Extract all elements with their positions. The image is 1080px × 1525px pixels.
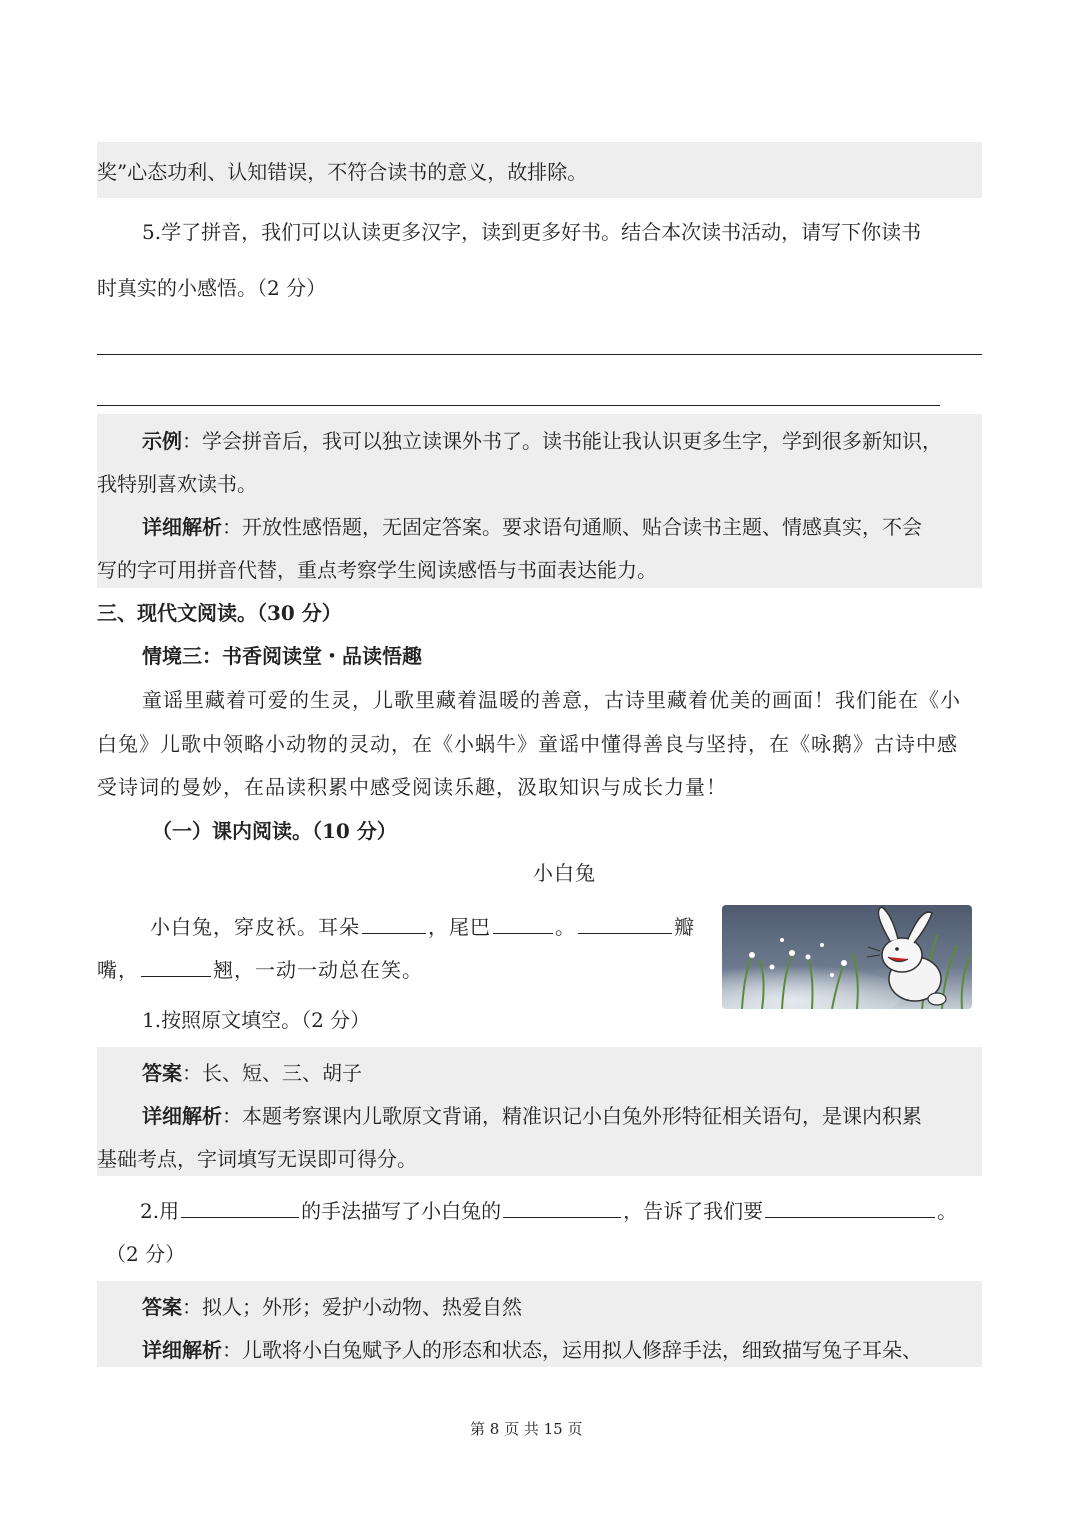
blank-tail xyxy=(493,932,553,934)
context-title: 情境三：书香阅读堂・品读悟趣 xyxy=(142,644,422,668)
blank-feature xyxy=(503,1216,621,1218)
q2-c: ，告诉了我们要 xyxy=(623,1199,764,1223)
q2-b: 的手法描写了小白兔的 xyxy=(301,1199,502,1223)
q2-analysis-text: ：儿歌将小白兔赋予人的形态和状态，运用拟人修辞手法，细致描写兔子耳朵、 xyxy=(222,1338,922,1362)
blank-ears xyxy=(362,932,426,934)
part1-title: （一）课内阅读。（10 分） xyxy=(152,819,397,843)
q2-score: （2 分） xyxy=(106,1242,186,1266)
context-line2: 白兔》儿歌中领略小动物的灵动，在《小蜗牛》童谣中懂得善良与坚持，在《咏鹅》古诗中感 xyxy=(97,732,958,756)
blank-technique xyxy=(181,1216,299,1218)
poem-l2-b: 翘，一动一动总在笑。 xyxy=(213,958,423,982)
q5-analysis xyxy=(142,511,922,540)
poem-title: 小白兔 xyxy=(533,861,596,885)
context-line1: 童谣里藏着可爱的生灵，儿歌里藏着温暖的善意，古诗里藏着优美的画面！我们能在《小 xyxy=(142,688,961,712)
q1-analysis-line2: 基础考点，字词填写无误即可得分。 xyxy=(97,1147,417,1171)
q1-answer-text: ：长、短、三、胡子 xyxy=(182,1061,362,1085)
poem-l1-c: 。 xyxy=(555,915,576,939)
example-label: 示例 xyxy=(142,429,182,453)
q1-answer xyxy=(142,1057,362,1086)
page-footer: 第 8 页 共 15 页 xyxy=(470,1420,583,1438)
q1-analysis-label: 详细解析 xyxy=(142,1104,222,1128)
q5-example xyxy=(142,425,942,454)
rabbit-illustration xyxy=(722,905,972,1009)
analysis-text: ：开放性感悟题，无固定答案。要求语句通顺、贴合读书主题、情感真实，不会 xyxy=(222,515,922,539)
example-text: ：学会拼音后，我可以独立读课外书了。读书能让我认识更多生字，学到很多新知识， xyxy=(182,429,942,453)
q1-analysis-text: ：本题考察课内儿歌原文背诵，精准识记小白兔外形特征相关语句，是课内积累 xyxy=(222,1104,922,1128)
q5-line2: 时真实的小感悟。（2 分） xyxy=(97,276,327,300)
q2-a: 2.用 xyxy=(140,1199,180,1223)
poem-l1-a: 小白兔，穿皮袄。耳朵 xyxy=(150,915,360,939)
q2-d: 。 xyxy=(937,1199,958,1223)
q5-analysis-line2: 写的字可用拼音代替，重点考察学生阅读感悟与书面表达能力。 xyxy=(97,558,657,582)
q1-analysis xyxy=(142,1100,922,1129)
blank-lips xyxy=(578,932,672,934)
section3-title: 三、现代文阅读。（30 分） xyxy=(97,601,342,625)
q5-example-line2: 我特别喜欢读书。 xyxy=(97,472,257,496)
answer-line-1 xyxy=(97,354,982,355)
q2-analysis xyxy=(142,1334,922,1363)
poem-l2-a: 嘴， xyxy=(97,958,139,982)
answer-line-2 xyxy=(97,405,940,406)
intro-tail: 奖”心态功利、认知错误，不符合读书的意义，故排除。 xyxy=(97,160,588,184)
poem-l1-b: ，尾巴 xyxy=(428,915,491,939)
poem-line1 xyxy=(150,911,695,940)
blank-lesson xyxy=(765,1216,935,1218)
q2-answer-label: 答案 xyxy=(142,1295,182,1319)
context-line3: 受诗词的曼妙，在品读积累中感受阅读乐趣，汲取知识与成长力量！ xyxy=(97,775,727,799)
q2-answer-text: ：拟人；外形；爱护小动物、热爱自然 xyxy=(182,1295,522,1319)
poem-line2 xyxy=(97,954,423,983)
poem-l1-d: 瓣 xyxy=(674,915,695,939)
q1-answer-label: 答案 xyxy=(142,1061,182,1085)
blank-whiskers xyxy=(141,975,211,977)
q2-analysis-label: 详细解析 xyxy=(142,1338,222,1362)
q2-answer xyxy=(142,1291,522,1320)
analysis-label: 详细解析 xyxy=(142,515,222,539)
q1-text: 1.按照原文填空。（2 分） xyxy=(142,1008,371,1032)
q5-line1: 5.学了拼音，我们可以认读更多汉字，读到更多好书。结合本次读书活动，请写下你读书 xyxy=(142,220,922,244)
q2-text xyxy=(140,1195,957,1224)
